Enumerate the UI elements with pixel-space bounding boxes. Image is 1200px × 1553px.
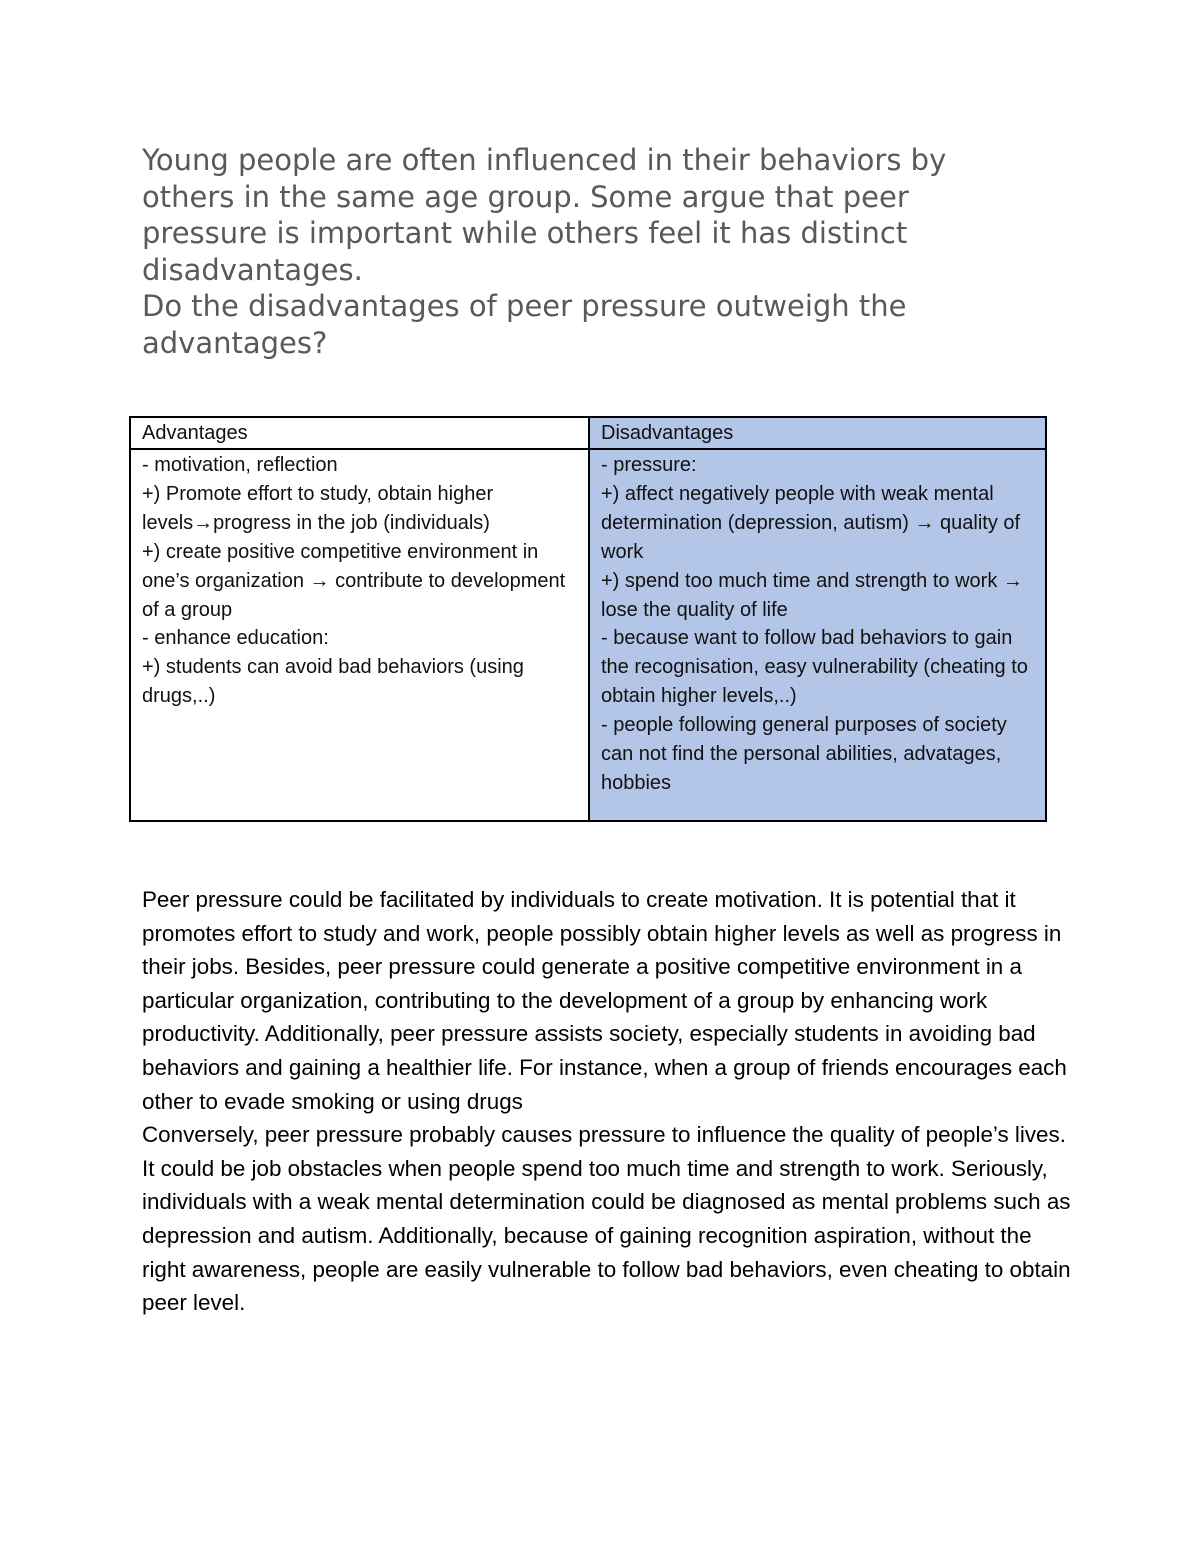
table-body-row [130, 449, 1046, 821]
disadvantage-item: - pressure: [601, 454, 697, 476]
advantages-disadvantages-table [129, 416, 1047, 822]
essay-paragraph-disadvantages: Conversely, peer pressure probably causes pressure to influence the quality of people’s lives. It could be job obstacles when people spend too much time and strength to work. Seriously, individuals with a weak mental determination could be diagnosed as mental problems such as depression and autism. Additionally, because of gaining recognition aspiration, without the right awareness, people are easily vulnerable to follow bad behaviors, even cheating to obtain peer level. [142, 1122, 1071, 1316]
advantage-item: +) Promote effort to study, obtain higher levels→progress in the job (individuals) [142, 482, 494, 534]
table-header-row [130, 417, 1046, 449]
prompt-paragraph: Young people are often influenced in their behaviors by others in the same age group. Some argue that peer pressure is important while others feel it has distinct disadvantages. [142, 143, 947, 287]
essay-body [142, 883, 1072, 1320]
disadvantages-header: Disadvantages [589, 417, 1046, 449]
disadvantages-cell [589, 449, 1046, 821]
essay-prompt [142, 142, 1042, 361]
disadvantage-item: - because want to follow bad behaviors to gain the recognisation, easy vulnerability (cheating to obtain higher levels,..) [601, 627, 1028, 708]
advantage-item: +) create positive competitive environment in one’s organization → contribute to development of a group [142, 540, 566, 621]
advantage-item: - enhance education: [142, 627, 329, 650]
advantages-header: Advantages [130, 417, 589, 449]
advantage-item: - motivation, reflection [142, 454, 338, 476]
disadvantage-item: +) spend too much time and strength to work → lose the quality of life [601, 569, 1023, 621]
advantages-cell [130, 449, 589, 821]
prompt-question: Do the disadvantages of peer pressure outweigh the advantages? [142, 289, 907, 360]
essay-paragraph-advantages: Peer pressure could be facilitated by individuals to create motivation. It is potential that it promotes effort to study and work, people possibly obtain higher levels as well as progress in their jobs. Besides, peer pressure could generate a positive competitive environment in a particular organization, contributing to the development of a group by enhancing work productivity. Additionally, peer pressure assists society, especially students in avoiding bad behaviors and gaining a healthier life. For instance, when a group of friends encourages each other to evade smoking or using drugs [142, 887, 1067, 1114]
comparison-table-container [129, 416, 1047, 822]
advantage-item: +) students can avoid bad behaviors (using drugs,..) [142, 656, 524, 708]
disadvantage-item: - people following general purposes of society can not find the personal abilities, advatages, hobbies [601, 714, 1007, 794]
disadvantage-item: +) affect negatively people with weak mental determination (depression, autism) → quality of work [601, 482, 1021, 563]
